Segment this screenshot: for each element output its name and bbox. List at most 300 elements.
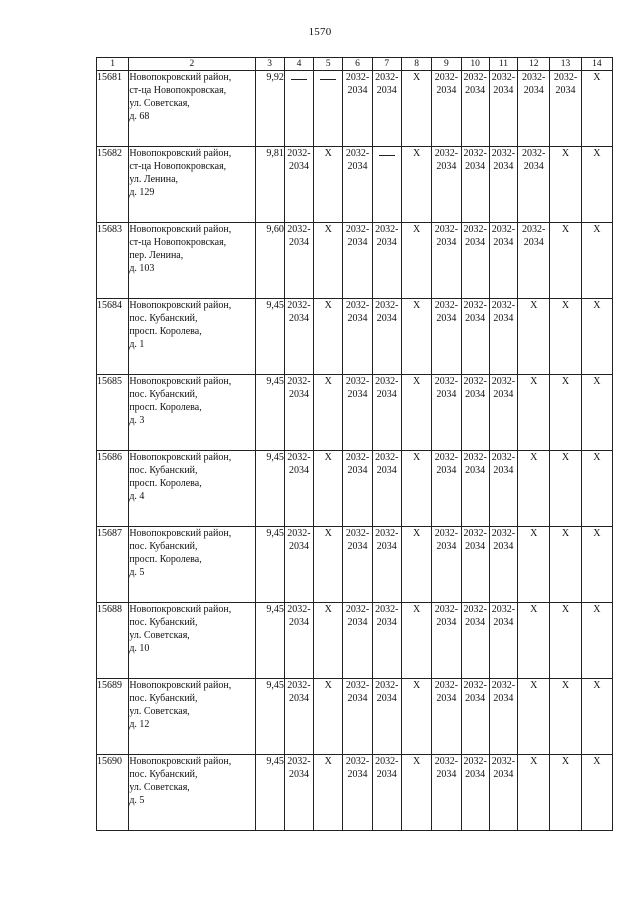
address-line: Новопокровский район, — [129, 376, 232, 387]
year-text: 2032- — [345, 224, 370, 235]
period-cell — [284, 223, 313, 299]
year-text: 2032- — [522, 72, 546, 83]
dash-mark — [320, 79, 336, 80]
period-cell — [284, 603, 313, 679]
year-text: 2034 — [493, 161, 514, 172]
year-text: 2032- — [491, 376, 516, 387]
year-text: 2032- — [491, 452, 516, 463]
period-cell — [461, 527, 489, 603]
year-text: 2032- — [287, 604, 311, 615]
year-text: 2034 — [376, 465, 397, 476]
address-line: ул. Советская, — [129, 782, 190, 793]
year-text: 2034 — [288, 541, 309, 552]
address-line: д. 10 — [129, 643, 150, 654]
address-line: пос. Кубанский, — [129, 693, 198, 704]
column-header-13: 13 — [550, 58, 581, 71]
address-line: д. 1 — [129, 339, 145, 350]
year-text: 2032- — [463, 528, 487, 539]
period-cell — [581, 603, 612, 679]
x-mark: X — [593, 376, 601, 387]
period-cell — [343, 375, 372, 451]
address-line: Новопокровский район, — [129, 604, 232, 615]
period-cell — [372, 679, 401, 755]
period-cell — [518, 71, 550, 147]
year-text: 2034 — [465, 161, 486, 172]
year-text: 2032- — [463, 756, 487, 767]
year-text: 2032- — [287, 452, 311, 463]
address-line: Новопокровский район, — [129, 680, 232, 691]
x-mark: X — [412, 300, 421, 311]
year-text: 2032- — [345, 376, 370, 387]
address-line: ст-ца Новопокровская, — [129, 161, 227, 172]
address-line: ст-ца Новопокровская, — [129, 85, 227, 96]
x-mark: X — [324, 148, 332, 159]
year-text: 2034 — [465, 237, 486, 248]
year-text: 2034 — [436, 85, 457, 96]
period-cell — [314, 679, 343, 755]
period-cell — [314, 375, 343, 451]
address-cell — [129, 71, 255, 147]
year-text: 2034 — [347, 617, 368, 628]
year-text: 2032- — [491, 300, 516, 311]
x-mark: X — [412, 452, 421, 463]
year-text: 2034 — [376, 769, 397, 780]
year-text: 2034 — [555, 85, 576, 96]
year-text: 2034 — [288, 617, 309, 628]
year-text: 2034 — [376, 313, 397, 324]
period-cell — [581, 755, 612, 831]
year-text: 2032- — [375, 452, 399, 463]
period-cell — [550, 755, 581, 831]
period-cell — [518, 527, 550, 603]
year-text: 2032- — [345, 680, 370, 691]
period-cell — [343, 679, 372, 755]
table-row — [97, 299, 613, 375]
period-cell — [314, 603, 343, 679]
year-text: 2034 — [493, 693, 514, 704]
period-cell — [343, 603, 372, 679]
column-header-4: 4 — [284, 58, 313, 71]
period-cell — [489, 147, 517, 223]
x-mark: X — [561, 756, 570, 767]
x-mark: X — [561, 376, 570, 387]
year-text: 2034 — [493, 389, 514, 400]
year-text: 2032- — [375, 756, 399, 767]
year-text: 2034 — [465, 465, 486, 476]
period-cell — [372, 755, 401, 831]
record-number: 15684 — [97, 299, 129, 375]
year-text: 2034 — [376, 85, 397, 96]
header-row — [97, 58, 613, 71]
x-mark: X — [561, 528, 570, 539]
table-row — [97, 451, 613, 527]
year-text: 2034 — [288, 769, 309, 780]
period-cell — [550, 147, 581, 223]
year-text: 2034 — [493, 313, 514, 324]
year-text: 2032- — [345, 300, 370, 311]
value-cell: 9,45 — [255, 755, 284, 831]
address-line: Новопокровский район, — [129, 224, 232, 235]
address-line: д. 5 — [129, 567, 145, 578]
year-text: 2032- — [434, 376, 459, 387]
period-cell — [372, 299, 401, 375]
year-text: 2032- — [434, 72, 459, 83]
value-cell: 9,81 — [255, 147, 284, 223]
year-text: 2034 — [436, 313, 457, 324]
year-text: 2032- — [345, 528, 370, 539]
table-row — [97, 71, 613, 147]
value-cell: 9,45 — [255, 451, 284, 527]
year-text: 2032- — [434, 452, 459, 463]
period-cell — [518, 603, 550, 679]
year-text: 2034 — [288, 693, 309, 704]
year-text: 2032- — [491, 756, 516, 767]
record-number: 15685 — [97, 375, 129, 451]
year-text: 2032- — [463, 452, 487, 463]
year-text: 2034 — [493, 541, 514, 552]
address-line: Новопокровский район, — [129, 72, 232, 83]
year-text: 2032- — [463, 224, 487, 235]
period-cell — [432, 71, 461, 147]
year-text: 2032- — [491, 148, 516, 159]
year-text: 2032- — [463, 148, 487, 159]
table-row — [97, 603, 613, 679]
period-cell — [518, 755, 550, 831]
year-text: 2034 — [523, 237, 544, 248]
x-mark: X — [530, 376, 538, 387]
year-text: 2034 — [493, 465, 514, 476]
year-text: 2034 — [436, 237, 457, 248]
value-cell: 9,45 — [255, 299, 284, 375]
period-cell — [284, 527, 313, 603]
period-cell — [581, 299, 612, 375]
period-cell — [550, 527, 581, 603]
page-number: 1570 — [308, 26, 332, 38]
x-mark: X — [593, 528, 601, 539]
period-cell — [314, 527, 343, 603]
address-line: пос. Кубанский, — [129, 389, 198, 400]
year-text: 2034 — [376, 541, 397, 552]
year-text: 2034 — [436, 617, 457, 628]
table-row — [97, 755, 613, 831]
year-text: 2032- — [434, 224, 459, 235]
address-line: просп. Королева, — [129, 478, 202, 489]
value-cell: 9,60 — [255, 223, 284, 299]
x-mark: X — [561, 148, 570, 159]
x-mark: X — [324, 300, 332, 311]
record-number: 15687 — [97, 527, 129, 603]
year-text: 2032- — [434, 528, 459, 539]
period-cell — [461, 71, 489, 147]
x-mark: X — [530, 680, 538, 691]
address-line: д. 68 — [129, 111, 150, 122]
period-cell — [401, 451, 431, 527]
period-cell — [284, 71, 313, 147]
year-text: 2032- — [463, 300, 487, 311]
period-cell — [372, 527, 401, 603]
value-cell: 9,45 — [255, 527, 284, 603]
x-mark: X — [412, 604, 421, 615]
record-number: 15681 — [97, 71, 129, 147]
year-text: 2032- — [491, 528, 516, 539]
address-line: д. 4 — [129, 491, 145, 502]
x-mark: X — [412, 224, 421, 235]
x-mark: X — [561, 680, 570, 691]
value-cell: 9,45 — [255, 375, 284, 451]
address-line: ст-ца Новопокровская, — [129, 237, 227, 248]
year-text: 2032- — [375, 680, 399, 691]
column-header-11: 11 — [489, 58, 517, 71]
period-cell — [550, 451, 581, 527]
period-cell — [461, 679, 489, 755]
period-cell — [461, 755, 489, 831]
period-cell — [461, 603, 489, 679]
period-cell — [284, 299, 313, 375]
column-header-12: 12 — [518, 58, 550, 71]
address-line: д. 3 — [129, 415, 145, 426]
period-cell — [550, 223, 581, 299]
x-mark: X — [324, 224, 332, 235]
x-mark: X — [412, 756, 421, 767]
period-cell — [432, 375, 461, 451]
register-table — [96, 57, 613, 831]
year-text: 2032- — [375, 300, 399, 311]
period-cell — [432, 755, 461, 831]
year-text: 2034 — [347, 85, 368, 96]
address-line: д. 5 — [129, 795, 145, 806]
period-cell — [550, 71, 581, 147]
period-cell — [343, 147, 372, 223]
address-line: Новопокровский район, — [129, 756, 232, 767]
dash-mark — [291, 79, 307, 80]
period-cell — [489, 755, 517, 831]
x-mark: X — [324, 604, 332, 615]
period-cell — [489, 299, 517, 375]
period-cell — [550, 299, 581, 375]
address-line: ул. Советская, — [129, 706, 190, 717]
period-cell — [314, 299, 343, 375]
year-text: 2032- — [553, 72, 578, 83]
period-cell — [461, 147, 489, 223]
x-mark: X — [593, 756, 601, 767]
address-line: пос. Кубанский, — [129, 541, 198, 552]
year-text: 2034 — [288, 389, 309, 400]
period-cell — [372, 375, 401, 451]
x-mark: X — [412, 376, 421, 387]
record-number: 15689 — [97, 679, 129, 755]
address-line: пер. Ленина, — [129, 250, 184, 261]
period-cell — [432, 223, 461, 299]
year-text: 2034 — [347, 161, 368, 172]
year-text: 2032- — [434, 604, 459, 615]
value-cell: 9,45 — [255, 679, 284, 755]
address-line: ул. Советская, — [129, 630, 190, 641]
period-cell — [518, 375, 550, 451]
period-cell — [550, 603, 581, 679]
year-text: 2032- — [375, 376, 399, 387]
x-mark: X — [561, 224, 570, 235]
period-cell — [550, 375, 581, 451]
address-line: д. 129 — [129, 187, 155, 198]
x-mark: X — [324, 528, 332, 539]
table-row — [97, 223, 613, 299]
year-text: 2032- — [463, 604, 487, 615]
table-row — [97, 375, 613, 451]
year-text: 2034 — [436, 541, 457, 552]
x-mark: X — [530, 452, 538, 463]
address-cell — [129, 375, 255, 451]
year-text: 2032- — [522, 224, 546, 235]
period-cell — [518, 451, 550, 527]
year-text: 2034 — [493, 85, 514, 96]
x-mark: X — [324, 376, 332, 387]
period-cell — [489, 375, 517, 451]
x-mark: X — [561, 604, 570, 615]
period-cell — [343, 451, 372, 527]
period-cell — [518, 299, 550, 375]
column-header-1: 1 — [97, 58, 129, 71]
year-text: 2034 — [347, 769, 368, 780]
column-header-3: 3 — [255, 58, 284, 71]
period-cell — [372, 223, 401, 299]
year-text: 2034 — [465, 769, 486, 780]
x-mark: X — [593, 224, 601, 235]
period-cell — [314, 71, 343, 147]
period-cell — [343, 299, 372, 375]
period-cell — [581, 527, 612, 603]
x-mark: X — [412, 680, 421, 691]
x-mark: X — [412, 528, 421, 539]
address-line: Новопокровский район, — [129, 148, 232, 159]
table-row — [97, 527, 613, 603]
period-cell — [372, 451, 401, 527]
period-cell — [489, 527, 517, 603]
year-text: 2032- — [522, 148, 546, 159]
year-text: 2034 — [376, 389, 397, 400]
record-number: 15682 — [97, 147, 129, 223]
year-text: 2032- — [375, 72, 399, 83]
year-text: 2032- — [375, 604, 399, 615]
year-text: 2032- — [491, 224, 516, 235]
period-cell — [284, 679, 313, 755]
period-cell — [518, 679, 550, 755]
address-line: Новопокровский район, — [129, 300, 232, 311]
year-text: 2034 — [288, 237, 309, 248]
value-cell: 9,45 — [255, 603, 284, 679]
year-text: 2034 — [493, 237, 514, 248]
period-cell — [461, 299, 489, 375]
year-text: 2032- — [375, 528, 399, 539]
x-mark: X — [324, 680, 332, 691]
column-header-8: 8 — [401, 58, 431, 71]
address-line: пос. Кубанский, — [129, 769, 198, 780]
period-cell — [401, 527, 431, 603]
address-cell — [129, 603, 255, 679]
x-mark: X — [593, 72, 601, 83]
year-text: 2034 — [493, 617, 514, 628]
year-text: 2034 — [347, 313, 368, 324]
address-line: ул. Ленина, — [129, 174, 179, 185]
x-mark: X — [593, 452, 601, 463]
year-text: 2032- — [434, 148, 459, 159]
period-cell — [432, 451, 461, 527]
period-cell — [581, 375, 612, 451]
period-cell — [284, 375, 313, 451]
year-text: 2034 — [436, 161, 457, 172]
year-text: 2032- — [491, 680, 516, 691]
period-cell — [432, 603, 461, 679]
x-mark: X — [324, 452, 332, 463]
x-mark: X — [530, 604, 538, 615]
x-mark: X — [412, 148, 421, 159]
period-cell — [581, 223, 612, 299]
year-text: 2032- — [287, 756, 311, 767]
column-header-2: 2 — [129, 58, 255, 71]
address-line: Новопокровский район, — [129, 528, 232, 539]
period-cell — [401, 223, 431, 299]
year-text: 2034 — [288, 161, 309, 172]
year-text: 2034 — [465, 85, 486, 96]
period-cell — [489, 603, 517, 679]
record-number: 15690 — [97, 755, 129, 831]
period-cell — [314, 147, 343, 223]
record-number: 15686 — [97, 451, 129, 527]
year-text: 2034 — [436, 389, 457, 400]
year-text: 2034 — [347, 541, 368, 552]
address-cell — [129, 451, 255, 527]
year-text: 2032- — [345, 72, 370, 83]
year-text: 2032- — [345, 756, 370, 767]
year-text: 2032- — [491, 72, 516, 83]
year-text: 2034 — [523, 85, 544, 96]
address-line: просп. Королева, — [129, 554, 202, 565]
year-text: 2034 — [376, 237, 397, 248]
column-header-7: 7 — [372, 58, 401, 71]
address-cell — [129, 755, 255, 831]
year-text: 2032- — [375, 224, 399, 235]
period-cell — [550, 679, 581, 755]
period-cell — [581, 679, 612, 755]
address-line: д. 12 — [129, 719, 150, 730]
period-cell — [432, 147, 461, 223]
period-cell — [581, 147, 612, 223]
x-mark: X — [412, 72, 421, 83]
period-cell — [461, 375, 489, 451]
address-line: д. 103 — [129, 263, 155, 274]
table-row — [97, 147, 613, 223]
address-line: пос. Кубанский, — [129, 617, 198, 628]
period-cell — [314, 451, 343, 527]
address-line: пос. Кубанский, — [129, 313, 198, 324]
period-cell — [461, 451, 489, 527]
period-cell — [343, 223, 372, 299]
year-text: 2034 — [376, 693, 397, 704]
x-mark: X — [324, 756, 332, 767]
x-mark: X — [530, 300, 538, 311]
value-cell: 9,92 — [255, 71, 284, 147]
address-line: пос. Кубанский, — [129, 465, 198, 476]
year-text: 2034 — [288, 465, 309, 476]
address-cell — [129, 223, 255, 299]
year-text: 2032- — [463, 72, 487, 83]
address-line: ул. Советская, — [129, 98, 190, 109]
year-text: 2034 — [376, 617, 397, 628]
period-cell — [401, 299, 431, 375]
x-mark: X — [561, 300, 570, 311]
column-header-6: 6 — [343, 58, 372, 71]
period-cell — [432, 299, 461, 375]
period-cell — [401, 147, 431, 223]
